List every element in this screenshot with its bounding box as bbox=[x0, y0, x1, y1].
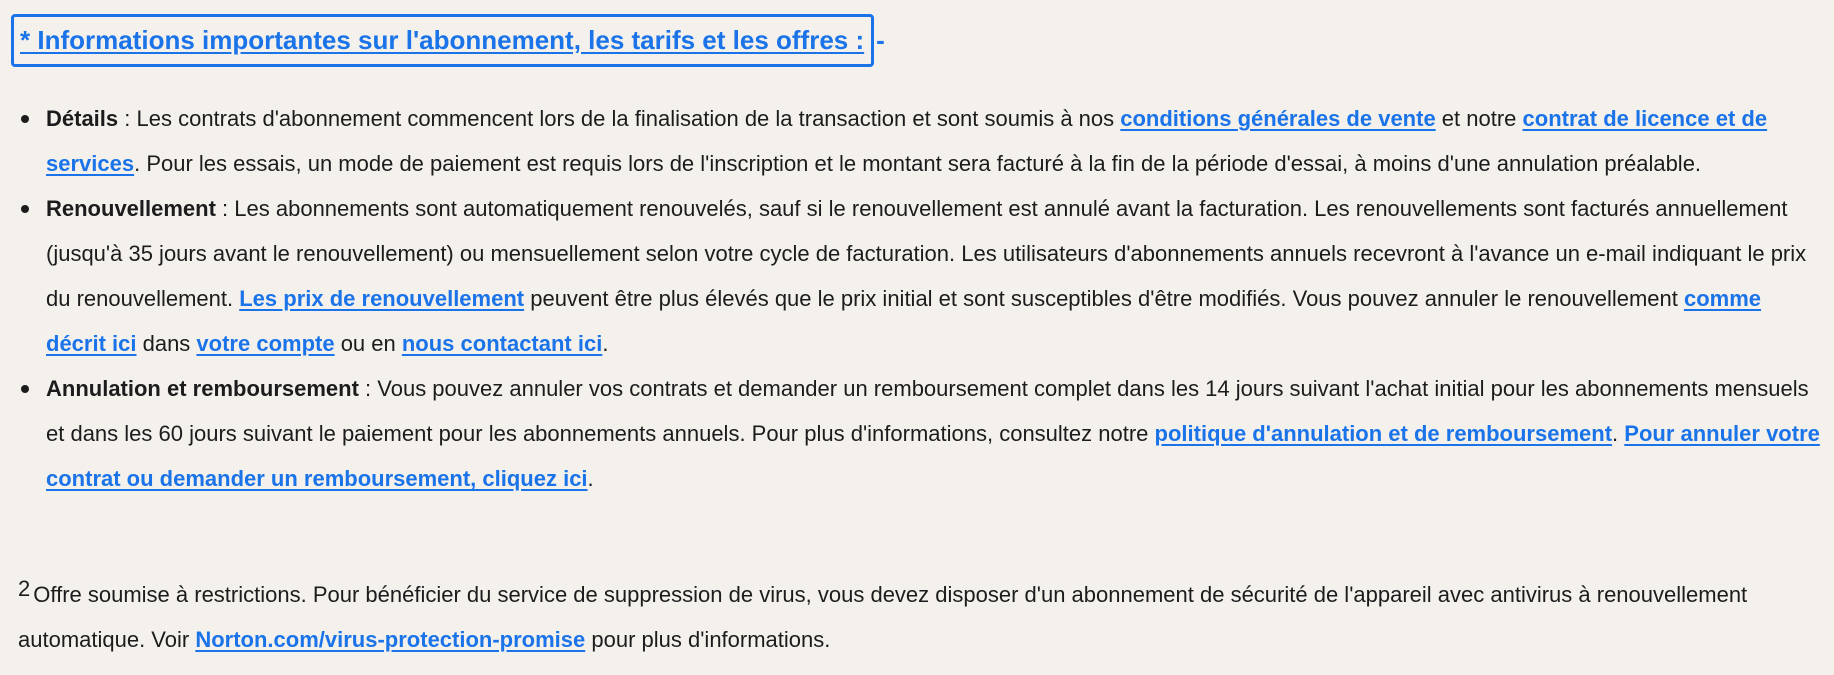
renewal-term: Renouvellement bbox=[46, 196, 216, 221]
footnote bbox=[18, 572, 1818, 662]
cancellation-text-1: Vous pouvez annuler vos contrats et demander un remboursement complet dans les 14 jours suivant l'achat initial pour les abonnements mensuels et dans les 60 jours suivant le paiement pour les abonnements annuels. Pour plus d'informations, consultez notre bbox=[46, 376, 1809, 446]
details-text-2: et notre bbox=[1435, 106, 1523, 131]
renewal-text-4: ou en bbox=[334, 331, 402, 356]
license-services-agreement-link[interactable]: contrat de licence et de services bbox=[46, 106, 1768, 176]
details-text-1: Les contrats d'abonnement commencent lors de la finalisation de la transaction et sont soumis à nos bbox=[136, 106, 1121, 131]
details-separator: : bbox=[118, 106, 137, 131]
as-described-here-link[interactable]: comme décrit ici bbox=[46, 286, 1762, 356]
heading-dash: - bbox=[876, 25, 885, 55]
footnote-text-1: Offre soumise à restrictions. Pour bénéficier du service de suppression de virus, vous devez disposer d'un abonnement de sécurité de l'appareil avec antivirus à renouvellement automatique. Voir bbox=[18, 582, 1748, 652]
renewal-text-3: dans bbox=[136, 331, 197, 356]
renewal-text-5: . bbox=[602, 331, 609, 356]
list-item-renewal bbox=[46, 186, 1826, 366]
virus-protection-promise-link[interactable]: Norton.com/virus-protection-promise bbox=[195, 627, 586, 652]
cancellation-text-3: . bbox=[587, 466, 594, 491]
subscription-terms-list bbox=[0, 96, 1826, 501]
footnote-number: 2 bbox=[18, 576, 31, 601]
list-item-cancellation bbox=[46, 366, 1826, 501]
contact-us-link[interactable]: nous contactant ici bbox=[401, 331, 603, 356]
renewal-separator: : bbox=[215, 196, 235, 221]
cancel-or-refund-link[interactable]: Pour annuler votre contrat ou demander un remboursement, cliquez ici bbox=[46, 421, 1820, 491]
terms-of-sale-link[interactable]: conditions générales de vente bbox=[1120, 106, 1436, 131]
renewal-text-2: peuvent être plus élevés que le prix initial et sont susceptibles d'être modifiés. Vous pouvez annuler le renouvellement bbox=[524, 286, 1684, 311]
cancellation-text-2: . bbox=[1612, 421, 1625, 446]
details-term: Détails bbox=[46, 106, 119, 131]
renewal-text-1: Les abonnements sont automatiquement renouvelés, sauf si le renouvellement est annulé avant la facturation. Les renouvellements sont facturés annuellement (jusqu'à 35 jours avant le renouvellement) ou mensuellement selon votre cycle de facturation. Les utilisateurs d'abonnements annuels recevront à l'avance un e-mail indiquant le prix du renouvellement. bbox=[46, 196, 1807, 311]
cancellation-term: Annulation et remboursement bbox=[46, 376, 359, 401]
list-item-details bbox=[46, 96, 1826, 186]
details-text-3: . Pour les essais, un mode de paiement est requis lors de l'inscription et le montant sera facturé à la fin de la période d'essai, à moins d'une annulation préalable. bbox=[134, 151, 1702, 176]
your-account-link[interactable]: votre compte bbox=[196, 331, 335, 356]
footnote-text-2: pour plus d'informations. bbox=[585, 627, 831, 652]
section-heading bbox=[11, 14, 885, 67]
subscription-info-heading-link[interactable]: * Informations importantes sur l'abonnement, les tarifs et les offres : bbox=[11, 14, 874, 67]
cancellation-refund-policy-link[interactable]: politique d'annulation et de remboursement bbox=[1154, 421, 1613, 446]
renewal-prices-link[interactable]: Les prix de renouvellement bbox=[239, 286, 525, 311]
cancellation-separator: : bbox=[358, 376, 378, 401]
